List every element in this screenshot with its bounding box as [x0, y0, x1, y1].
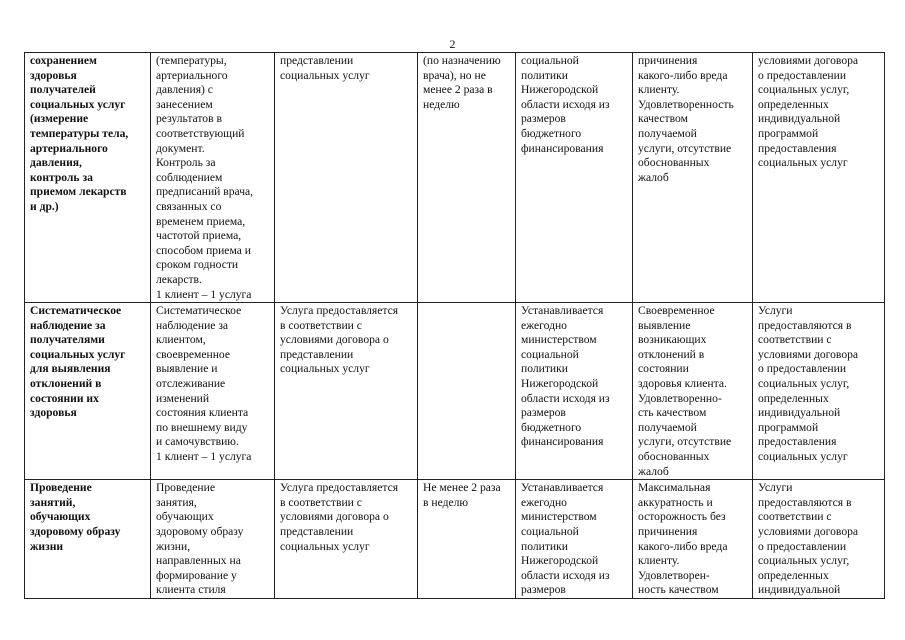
table-row — [25, 480, 885, 599]
table-row — [25, 303, 885, 480]
quality-indicators-cell: Своевременное выявление возникающих отклонений в состоянии здоровья клиента. Удовлетворенно- сть качеством получаемой услуги, отсутствие обоснованных жалоб — [633, 303, 753, 480]
frequency-cell: (по назначению врача), но не менее 2 раза в неделю — [418, 53, 516, 303]
service-description-cell: Систематическое наблюдение за клиентом, своевременное выявление и отслеживание изменений состояния клиента по внешнему виду и самочувствию. 1 клиент – 1 услуга — [151, 303, 275, 480]
conditions-cell: Услуги предоставляются в соответствии с условиями договора о предоставлении социальных услуг, определенных индивидуальной программой предоставления социальных услуг — [753, 303, 885, 480]
provision-terms-cell: представлении социальных услуг — [275, 53, 418, 303]
page-number: 2 — [449, 37, 456, 51]
table-row — [25, 53, 885, 303]
page-bottom-margin — [0, 605, 905, 640]
service-name-cell: сохранением здоровья получателей социальных услуг (измерение температуры тела, артериального давления, контроль за приемом лекарств и др.) — [25, 53, 151, 303]
service-description-cell: Проведение занятия, обучающих здоровому образу жизни, направленных на формирование у клиента стиля — [151, 480, 275, 599]
provision-terms-cell: Услуга предоставляется в соответствии с условиями договора о представлении социальных услуг — [275, 480, 418, 599]
tariff-cell: Устанавливается ежегодно министерством социальной политики Нижегородской области исходя из размеров бюджетного финансирования — [516, 303, 633, 480]
service-name-cell: Систематическое наблюдение за получателями социальных услуг для выявления отклонений в состоянии их здоровья — [25, 303, 151, 480]
provision-terms-cell: Услуга предоставляется в соответствии с условиями договора о представлении социальных услуг — [275, 303, 418, 480]
services-table — [24, 52, 885, 599]
frequency-cell: Не менее 2 раза в неделю — [418, 480, 516, 599]
conditions-cell: Услуги предоставляются в соответствии с условиями договора о предоставлении социальных услуг, определенных индивидуальной — [753, 480, 885, 599]
service-name-cell: Проведение занятий, обучающих здоровому образу жизни — [25, 480, 151, 599]
quality-indicators-cell: причинения какого-либо вреда клиенту. Удовлетворенность качеством получаемой услуги, отсутствие обоснованных жалоб — [633, 53, 753, 303]
tariff-cell: социальной политики Нижегородской области исходя из размеров бюджетного финансирования — [516, 53, 633, 303]
quality-indicators-cell: Максимальная аккуратность и осторожность без причинения какого-либо вреда клиенту. Удовлетворен- ность качеством — [633, 480, 753, 599]
service-description-cell: (температуры, артериального давления) с занесением результатов в соответствующий документ. Контроль за соблюдением предписаний врача, связанных со временем приема, частотой приема, способом приема и сроком годности лекарств. 1 клиент – 1 услуга — [151, 53, 275, 303]
tariff-cell: Устанавливается ежегодно министерством социальной политики Нижегородской области исходя из размеров — [516, 480, 633, 599]
conditions-cell: условиями договора о предоставлении социальных услуг, определенных индивидуальной программой предоставления социальных услуг — [753, 53, 885, 303]
frequency-cell — [418, 303, 516, 480]
